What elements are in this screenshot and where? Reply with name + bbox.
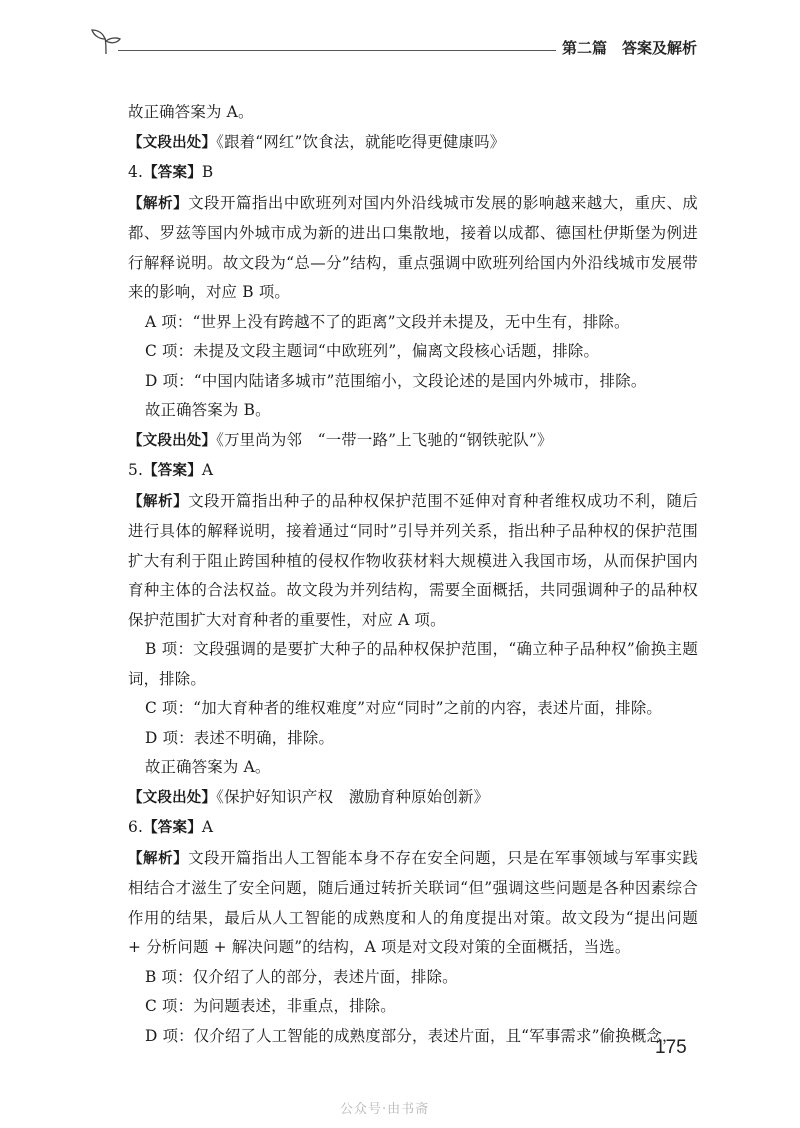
question-number: 4. xyxy=(128,163,144,181)
option-analysis: B 项：文段强调的是要扩大种子的品种权保护范围，“确立种子品种权”偷换主题词，排除。 xyxy=(128,640,698,688)
source-line xyxy=(128,128,698,159)
option-analysis: D 项：表述不明确，排除。 xyxy=(144,728,335,747)
option-analysis: B 项：仅介绍了人的部分，表述片面，排除。 xyxy=(144,967,458,986)
analysis-label: 【解析】 xyxy=(128,493,189,510)
header-rule xyxy=(118,50,556,51)
source-title: 《跟着“网红”饮食法，就能吃得更健康吗》 xyxy=(216,132,506,151)
question-number: 6. xyxy=(128,818,144,836)
option-analysis: C 项：为问题表述，非重点，排除。 xyxy=(144,997,396,1015)
source-label: 【文段出处】 xyxy=(128,432,217,449)
answer-line xyxy=(128,158,698,189)
answer-line xyxy=(128,456,698,487)
source-line xyxy=(128,426,698,457)
answer-label: 【答案】 xyxy=(143,820,202,836)
analysis-text: 文段开篇指出种子的品种权保护范围不延伸对育种者维权成功不利，随后进行具体的解释说明，接着通过“同时”引导并列关系，指出种子品种权的保护范围扩大有利于阻止跨国种植的侵权作物收获材料大规模进入我国市场，从而保护国内育种主体的合法权益。故文段为并列结构，需要全面概括，共同强调种子的品种权保护范围扩大对育种者的重要性，对应 A 项。 xyxy=(128,491,698,629)
option-analysis: D 项：“中国内陆诸多城市”范围缩小，文段论述的是国内外城市，排除。 xyxy=(144,371,647,390)
section-title: 第二篇 答案及解析 xyxy=(562,39,698,57)
answer-value: A xyxy=(201,818,214,836)
answer-line xyxy=(128,813,698,844)
watermark: 公众号·由书斋 xyxy=(340,1102,430,1117)
conclusion: 故正确答案为 B。 xyxy=(144,401,271,419)
analysis-label: 【解析】 xyxy=(128,850,189,867)
analysis-paragraph xyxy=(128,189,698,308)
option-analysis: D 项：仅介绍了人工智能的成熟度部分，表述片面，且“军事需求”偷换概念， xyxy=(144,1026,678,1045)
page-number: 175 xyxy=(655,1037,687,1058)
option-analysis: C 项：未提及文段主题词“中欧班列”，偏离文段核心话题，排除。 xyxy=(144,342,600,360)
answer-content xyxy=(128,98,698,1051)
answer-value: A xyxy=(201,461,214,479)
page-header xyxy=(0,0,800,70)
source-title: 《万里尚为邻 “一带一路”上飞驰的“钢铁驼队”》 xyxy=(216,430,553,449)
option-analysis: C 项：“加大育种者的维权难度”对应“同时”之前的内容，表述片面，排除。 xyxy=(144,699,662,717)
option-analysis: A 项：“世界上没有跨越不了的距离”文段并未提及，无中生有，排除。 xyxy=(144,312,630,331)
sprout-icon xyxy=(88,26,124,56)
answer-label: 【答案】 xyxy=(143,463,202,479)
conclusion: 故正确答案为 A。 xyxy=(144,758,271,776)
analysis-text: 文段开篇指出人工智能本身不存在安全问题，只是在军事领域与军事实践相结合才滋生了安全问题，随后通过转折关联词“但”强调这些问题是各种因素综合作用的结果，最后从人工智能的成熟度和人的角度提出对策。故文段为“提出问题 + 分析问题 + 解决问题”的结构，A 项是对文段对策的全面概括，当选。 xyxy=(128,848,698,956)
analysis-label: 【解析】 xyxy=(128,195,189,212)
answer-label: 【答案】 xyxy=(143,165,202,181)
source-label: 【文段出处】 xyxy=(128,789,217,806)
analysis-paragraph xyxy=(128,487,698,636)
answer-value: B xyxy=(201,163,214,181)
source-label: 【文段出处】 xyxy=(128,134,217,151)
paragraph: 故正确答案为 A。 xyxy=(128,103,254,121)
source-line xyxy=(128,783,698,814)
question-number: 5. xyxy=(128,461,144,479)
analysis-paragraph xyxy=(128,844,698,963)
analysis-text: 文段开篇指出中欧班列对国内外沿线城市发展的影响越来越大，重庆、成都、罗兹等国内外城市成为新的进出口集散地，接着以成都、德国杜伊斯堡为例进行解释说明。故文段为“总—分”结构，重点强调中欧班列给国内外沿线城市发展带来的影响，对应 B 项。 xyxy=(128,193,698,301)
source-title: 《保护好知识产权 激励育种原始创新》 xyxy=(216,787,490,806)
